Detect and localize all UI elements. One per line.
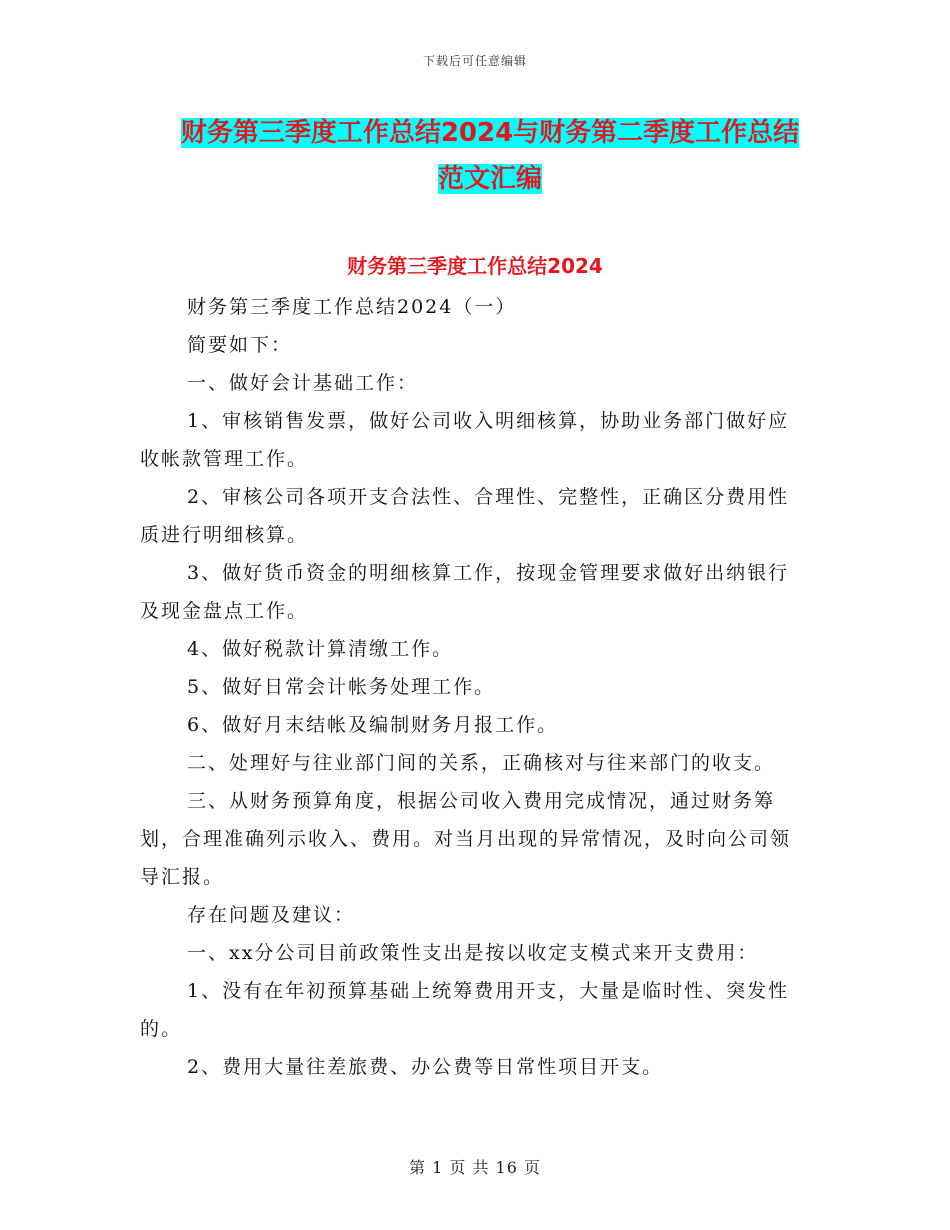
paragraph: 2、审核公司各项开支合法性、合理性、完整性，正确区分费用性质进行明细核算。 <box>140 486 790 546</box>
paragraph: 简要如下： <box>187 334 293 356</box>
paragraph: 2、费用大量往差旅费、办公费等日常性项目开支。 <box>187 1056 664 1078</box>
paragraph: 1、没有在年初预算基础上统筹费用开支，大量是临时性、突发性的。 <box>140 980 790 1040</box>
paragraph: 6、做好月末结帐及编制财务月报工作。 <box>187 714 559 736</box>
paragraph: 5、做好日常会计帐务处理工作。 <box>187 676 496 698</box>
paragraph: 4、做好税款计算清缴工作。 <box>187 638 454 660</box>
section-title: 财务第三季度工作总结2024 <box>347 254 603 278</box>
document-title <box>140 110 840 202</box>
page-footer: 第 1 页 共 16 页 <box>409 1158 541 1177</box>
paragraph: 财务第三季度工作总结2024（一） <box>187 296 517 318</box>
paragraph: 一、xx分公司目前政策性支出是按以收定支模式来开支费用： <box>187 942 759 964</box>
document-title-line-2: 范文汇编 <box>437 164 542 194</box>
paragraph: 一、做好会计基础工作： <box>187 372 419 394</box>
paragraph: 三、从财务预算角度，根据公司收入费用完成情况，通过财务筹划，合理准确列示收入、费用。对当月出现的异常情况，及时向公司领导汇报。 <box>140 790 792 888</box>
paragraph: 存在问题及建议： <box>187 904 356 926</box>
paragraph: 二、处理好与往业部门间的关系，正确核对与往来部门的收支。 <box>187 752 776 774</box>
document-body <box>140 288 810 1086</box>
paragraph: 1、审核销售发票，做好公司收入明细核算，协助业务部门做好应收帐款管理工作。 <box>140 410 790 470</box>
header-note: 下载后可任意编辑 <box>422 54 527 68</box>
paragraph: 3、做好货币资金的明细核算工作，按现金管理要求做好出纳银行及现金盘点工作。 <box>140 562 790 622</box>
document-title-line-1: 财务第三季度工作总结2024与财务第二季度工作总结 <box>180 118 800 148</box>
